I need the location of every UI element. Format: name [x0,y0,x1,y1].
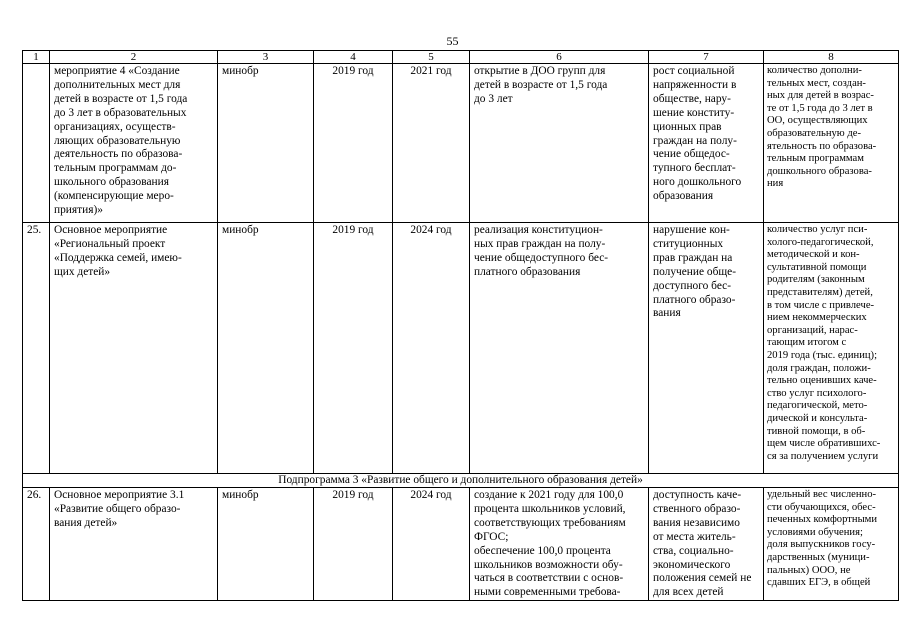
executor: минобр [218,488,314,601]
end-year: 2024 год [393,488,470,601]
program-events-table [22,50,899,601]
expected-result: создание к 2021 году для 100,0 процента школьников условий, соответствующих требованиям ФГОС; обеспечение 100,0 процента школьников возможности обу- чаться в соответствии с основ- ными современными требова- [470,488,649,601]
subprogram-row [23,474,899,488]
column-number: 2 [50,51,218,64]
column-number: 7 [649,51,764,64]
column-number: 6 [470,51,649,64]
start-year: 2019 год [314,64,393,223]
subprogram-title: Подпрограмма 3 «Развитие общего и дополнительного образования детей» [23,474,899,488]
row-number [23,64,50,223]
column-number: 4 [314,51,393,64]
row-number: 25. [23,223,50,474]
start-year: 2019 год [314,223,393,474]
event-name: мероприятие 4 «Создание дополнительных мест для детей в возрасте от 1,5 года до 3 лет в образовательных организациях, осуществ- ляющих образовательную деятельность по образова- тельным программам до- школьного образования (компенсирующие меро- приятия)» [50,64,218,223]
consequences: доступность каче- ственного образо- вания независимо от места житель- ства, социально- экономического положения семей не для всех детей [649,488,764,601]
column-numbers-row [23,51,899,64]
indicators: количество услуг пси- холого-педагогической, методической и кон- сультативной помощи родителям (законным представителям) детей, в том числе с привлече- нием некоммерческих организаций, нарас- тающим итогом с 2019 года (тыс. единиц); доля граждан, положи- тельно оценивших каче- ство услуг психолого- педагогической, мето- дической и консульта- тивной помощи, в об- щем числе обратившихс- ся за получением услуги [764,223,899,474]
indicators: количество дополни- тельных мест, создан- ных для детей в возрас- те от 1,5 года до 3 лет в ОО, осуществляющих образовательную де- ятельность по образова- тельным программам дошкольного образова- ния [764,64,899,223]
event-name: Основное мероприятие «Региональный проект «Поддержка семей, имею- щих детей» [50,223,218,474]
column-number: 3 [218,51,314,64]
column-number: 5 [393,51,470,64]
table-row [23,64,899,223]
end-year: 2024 год [393,223,470,474]
end-year: 2021 год [393,64,470,223]
table-row [23,223,899,474]
executor: минобр [218,223,314,474]
page-number: 55 [446,34,459,48]
start-year: 2019 год [314,488,393,601]
row-number: 26. [23,488,50,601]
consequences: нарушение кон- ституционных прав граждан на получение обще- доступного бес- платного образо- вания [649,223,764,474]
column-number: 8 [764,51,899,64]
column-number: 1 [23,51,50,64]
event-name: Основное мероприятие 3.1 «Развитие общего образо- вания детей» [50,488,218,601]
table-row [23,488,899,601]
indicators: удельный вес численно- сти обучающихся, обес- печенных комфортными условиями обучения; доля выпускников госу- дарственных (муници- пальных) ООО, не сдавших ЕГЭ, в общей [764,488,899,601]
expected-result: реализация конституцион- ных прав граждан на полу- чение общедоступного бес- платного образования [470,223,649,474]
expected-result: открытие в ДОО групп для детей в возрасте от 1,5 года до 3 лет [470,64,649,223]
executor: минобр [218,64,314,223]
consequences: рост социальной напряженности в обществе, нару- шение конститу- ционных прав граждан на полу- чение общедос- тупного бесплат- ного дошкольного образования [649,64,764,223]
